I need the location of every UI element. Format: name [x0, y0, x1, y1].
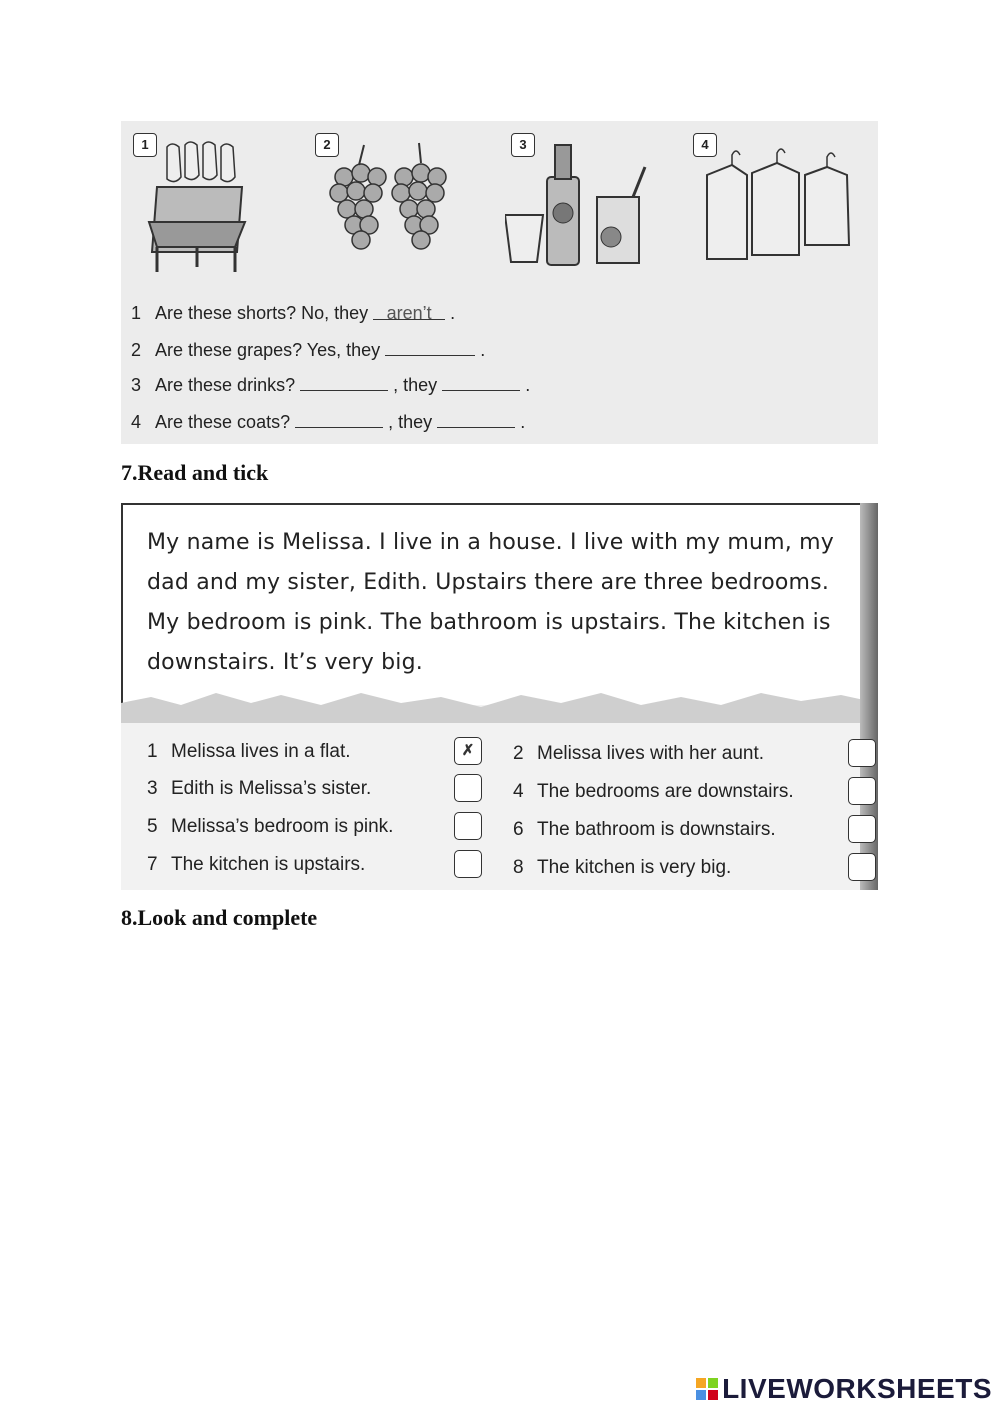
picture-2 [309, 127, 459, 277]
question-number: 3 [131, 375, 142, 395]
statement-number: 6 [513, 819, 524, 840]
picture-number-badge: 2 [315, 133, 339, 157]
question-4 [131, 411, 525, 433]
question-number: 4 [131, 412, 142, 432]
answer-blank[interactable]: aren’t [373, 303, 445, 320]
picture-4 [687, 127, 867, 277]
statement-8 [513, 857, 731, 879]
question-text: Are these drinks? [155, 375, 296, 395]
answer-blank[interactable] [442, 374, 520, 391]
question-number: 2 [131, 340, 142, 360]
liveworksheets-logo[interactable] [696, 1373, 992, 1405]
statement-text: The bathroom is downstairs. [537, 819, 776, 840]
story-text: My name is Melissa. I live in a house. I live with my mum, my dad and my sister, Edith. Upstairs there are three bedrooms. My bedroom is pink. The bathroom is upstairs. The kitchen is downstairs. It’s very big. [147, 530, 834, 675]
statement-1 [147, 741, 351, 763]
answer-blank[interactable] [437, 411, 515, 428]
answer-blank[interactable] [295, 411, 383, 428]
picture-1 [127, 127, 277, 277]
tick-box[interactable] [848, 853, 876, 881]
picture-number-badge: 1 [133, 133, 157, 157]
statement-number: 5 [147, 816, 158, 837]
question-text: Are these coats? [155, 412, 291, 432]
statement-7 [147, 854, 365, 876]
statement-5 [147, 816, 393, 838]
statement-number: 2 [513, 743, 524, 764]
question-1 [131, 303, 455, 324]
question-number: 1 [131, 303, 142, 323]
statement-2 [513, 743, 764, 765]
picture-3 [505, 127, 665, 277]
heading-look-and-complete: 8.Look and complete [121, 905, 318, 930]
tick-box[interactable] [454, 812, 482, 840]
statement-number: 8 [513, 857, 524, 878]
statement-text: Melissa lives with her aunt. [537, 743, 765, 764]
statement-6 [513, 819, 776, 841]
logo-squares-icon [696, 1378, 718, 1400]
question-end: . [525, 375, 531, 395]
torn-paper-edge [121, 683, 878, 723]
question-middle: , they [393, 375, 438, 395]
heading-read-and-tick: 7.Read and tick [121, 460, 269, 485]
statement-number: 3 [147, 778, 158, 799]
picture-number-badge: 4 [693, 133, 717, 157]
story-card [121, 503, 863, 705]
statement-text: Edith is Melissa’s sister. [171, 778, 372, 799]
question-end: . [450, 303, 456, 323]
question-2 [131, 339, 485, 361]
answer-blank[interactable] [300, 374, 388, 391]
statement-number: 4 [513, 781, 524, 802]
logo-text: LIVEWORKSHEETS [722, 1373, 992, 1404]
statement-text: Melissa lives in a flat. [171, 741, 351, 762]
statement-4 [513, 781, 794, 803]
statement-text: The bedrooms are downstairs. [537, 781, 794, 802]
tick-box[interactable]: ✗ [454, 737, 482, 765]
statement-3 [147, 778, 371, 800]
statement-number: 7 [147, 854, 158, 875]
tick-box[interactable] [454, 850, 482, 878]
question-end: . [520, 412, 526, 432]
picture-number-badge: 3 [511, 133, 535, 157]
exercise-6-panel [121, 121, 878, 444]
tick-box[interactable] [848, 815, 876, 843]
tick-box[interactable] [454, 774, 482, 802]
statement-text: The kitchen is upstairs. [171, 854, 366, 875]
question-text: Are these shorts? No, they [155, 303, 369, 323]
answer-blank[interactable] [385, 339, 475, 356]
question-middle: , they [388, 412, 433, 432]
tick-box[interactable] [848, 777, 876, 805]
statement-number: 1 [147, 741, 158, 762]
question-3 [131, 374, 530, 396]
question-end: . [480, 340, 486, 360]
question-text: Are these grapes? Yes, they [155, 340, 381, 360]
exercise-7-panel [121, 503, 878, 890]
statement-text: Melissa’s bedroom is pink. [171, 816, 394, 837]
statement-text: The kitchen is very big. [537, 857, 732, 878]
tick-box[interactable] [848, 739, 876, 767]
